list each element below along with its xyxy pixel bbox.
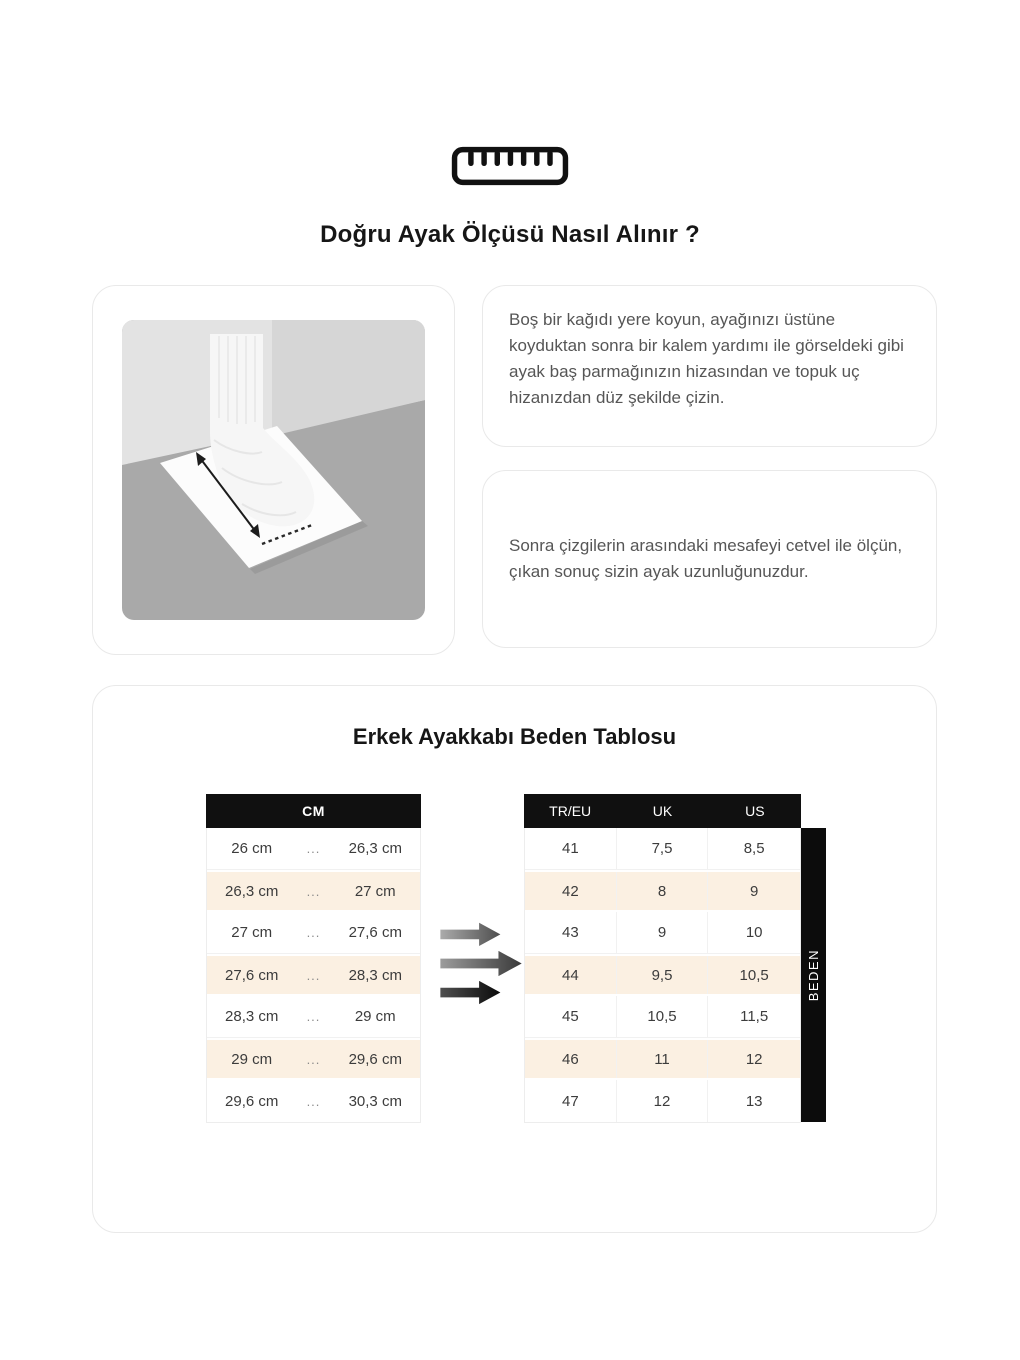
cm-range-row [207,912,420,954]
size-cell-uk: 7,5 [617,828,709,869]
range-dots: ... [306,1093,321,1109]
cm-range-row [207,1038,420,1080]
cm-range-row [207,1080,420,1122]
cm-range-from: 26,3 cm [225,882,279,900]
size-row [525,1038,800,1080]
size-cell-tr-eu: 45 [525,996,617,1037]
cm-range-from: 28,3 cm [225,1008,279,1025]
size-row [525,954,800,996]
size-cell-us: 13 [745,1092,763,1110]
size-row [525,870,800,912]
size-table-body [524,828,801,1123]
size-cell-uk: 10,5 [617,996,709,1037]
range-dots: ... [306,841,321,856]
size-row [525,996,800,1038]
cm-range-from: 26 cm [231,840,273,857]
cm-range-row [207,828,420,870]
instruction-card-2 [482,470,937,648]
header-us: US [745,803,765,819]
range-dots: ... [306,1051,321,1067]
size-cell-uk: 9 [617,912,709,953]
beden-label: BEDEN [806,948,821,1002]
cm-table-body [206,828,421,1123]
instruction-card-1 [482,285,937,447]
cm-table-header: CM [206,794,421,828]
cm-range-to: 27,6 cm [348,924,402,941]
size-cell-uk: 11 [617,1040,709,1078]
cm-range-to: 28,3 cm [348,966,402,984]
size-cell-us: 9 [749,882,759,900]
cm-range-from: 27,6 cm [225,966,279,984]
size-cell-us: 10 [745,924,763,941]
cm-range-from: 27 cm [231,924,273,941]
cm-range-to: 29,6 cm [348,1050,402,1068]
size-table-title: Erkek Ayakkabı Beden Tablosu [352,724,677,749]
foot-measure-photo-card [92,285,455,655]
size-cell-uk: 8 [617,872,709,910]
size-cell-tr-eu: 46 [525,1040,617,1078]
beden-side-bar [801,828,826,1122]
size-cell-us: 12 [745,1050,763,1068]
size-cell-tr-eu: 41 [525,828,617,869]
size-row [525,1080,800,1122]
size-cell-tr-eu: 42 [525,872,617,910]
size-row [525,828,800,870]
size-row [525,912,800,954]
page-title: Doğru Ayak Ölçüsü Nasıl Alınır ? [320,221,700,248]
size-cell-tr-eu: 43 [525,912,617,953]
instruction-step-1: Boş bir kağıdı yere koyun, ayağınızı üstüne koyduktan sonra bir kalem yardımı ile görseldeki gibi ayak baş parmağınızın hizasından ve topuk uç hizanızdan düz şekilde çizin. [509,310,904,407]
instruction-step-2: Sonra çizgilerin arasındaki mesafeyi cetvel ile ölçün, çıkan sonuç sizin ayak uzunluğunuzdur. [509,536,903,581]
cm-range-row [207,996,420,1038]
cm-range-row [207,870,420,912]
size-cell-us: 10,5 [739,966,769,984]
size-cell-us: 8,5 [743,840,765,857]
conversion-arrows-icon [438,917,526,1014]
international-size-table [524,794,801,1123]
cm-range-to: 27 cm [354,882,396,900]
size-cell-tr-eu: 44 [525,956,617,994]
foot-measure-photo [122,320,425,620]
header-uk: UK [652,803,673,819]
cm-table [206,794,421,1123]
cm-range-to: 29 cm [354,1008,396,1025]
cm-range-to: 26,3 cm [348,840,402,857]
cm-range-to: 30,3 cm [348,1092,402,1110]
header-tr-eu: TR/EU [549,803,592,819]
size-table-header-row [524,794,801,828]
range-dots: ... [306,925,321,940]
range-dots: ... [306,967,321,983]
size-cell-uk: 9,5 [617,956,709,994]
cm-range-from: 29 cm [231,1050,273,1068]
international-size-table-wrap [524,794,826,1123]
ruler-icon [0,146,1020,186]
size-table-section [92,685,937,1233]
size-cell-tr-eu: 47 [525,1080,617,1122]
cm-range-row [207,954,420,996]
cm-range-from: 29,6 cm [225,1092,279,1110]
range-dots: ... [306,1009,321,1024]
size-cell-uk: 12 [617,1080,709,1122]
range-dots: ... [306,883,321,899]
size-cell-us: 11,5 [740,1008,769,1025]
